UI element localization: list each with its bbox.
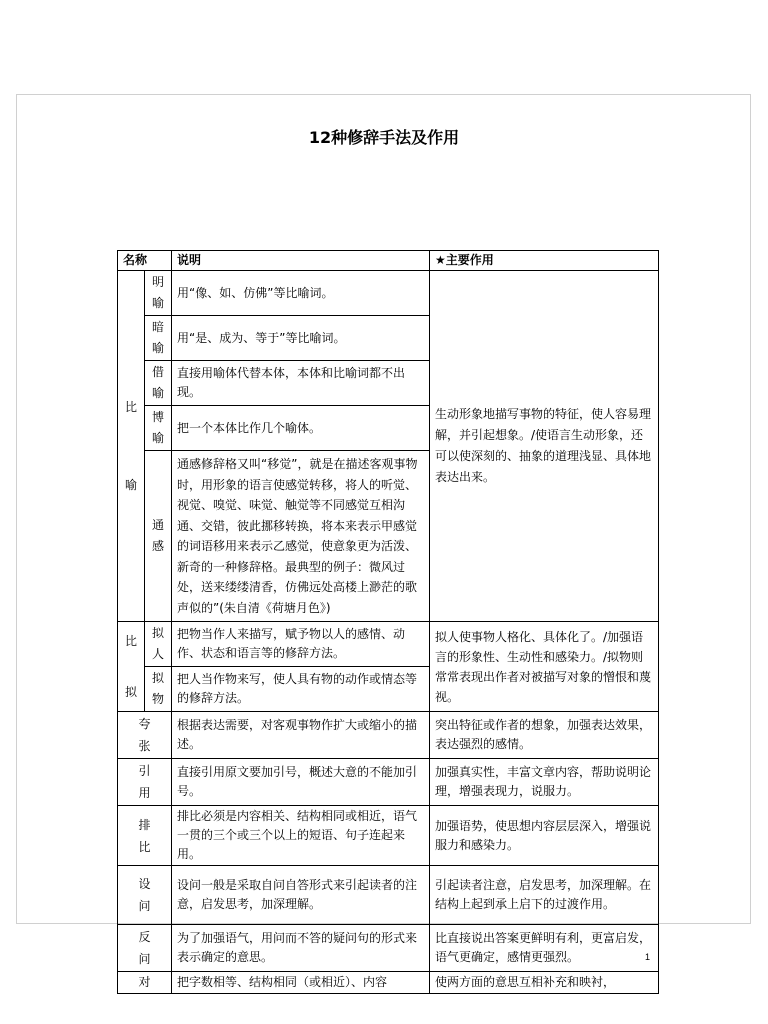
header-effect: ★主要作用 — [430, 251, 659, 271]
document-title: 12种修辞手法及作用 — [308, 128, 460, 147]
desc-cell: 把一个本体比作几个喻体。 — [172, 406, 430, 451]
subtype-cell — [145, 622, 172, 667]
effect-cell: 使两方面的意思互相补充和映衬， — [430, 972, 659, 994]
name-cell — [118, 925, 172, 972]
desc-cell: 设问一般是采取自问自答形式来引起读者的注意，启发思考，加深理解。 — [172, 866, 430, 925]
effect-cell: 突出特征或作者的想象，加强表达效果，表达强烈的感情。 — [430, 712, 659, 759]
subtype-cell — [145, 667, 172, 712]
name-cell — [118, 806, 172, 866]
subtype-label: 明喻 — [151, 275, 164, 310]
name-label: 排比 — [138, 817, 151, 854]
name-cell — [118, 712, 172, 759]
effect-cell: 加强真实性，丰富文章内容，帮助说明论理，增强表现力，说服力。 — [430, 759, 659, 806]
desc-cell: 排比必须是内容相关、结构相同或相近，语气一贯的三个或三个以上的短语、句子连起来用。 — [172, 806, 430, 866]
category-bini — [118, 622, 145, 712]
desc-cell: 把物当作人来描写，赋予物以人的感情、动作、状态和语言等的修辞方法。 — [172, 622, 430, 667]
desc-cell: 用“像、如、仿佛”等比喻词。 — [172, 271, 430, 316]
effect-cell: 生动形象地描写事物的特征，使人容易理解，并引起想象。/使语言生动形象，还可以使深刻的、抽象的道理浅显、具体地表达出来。 — [430, 271, 659, 622]
subtype-label: 暗喻 — [151, 320, 164, 355]
effect-cell: 比直接说出答案更鲜明有利，更富启发，语气更确定，感情更强烈。 — [430, 925, 659, 972]
category-biyu — [118, 271, 145, 622]
desc-cell: 直接用喻体代替本体，本体和比喻词都不出现。 — [172, 361, 430, 406]
desc-cell: 根据表达需要，对客观事物作扩大或缩小的描述。 — [172, 712, 430, 759]
table-row — [118, 271, 659, 316]
subtype-cell — [145, 406, 172, 451]
table-row — [118, 866, 659, 925]
name-cell — [118, 866, 172, 925]
desc-cell: 为了加强语气，用问而不答的疑问句的形式来表示确定的意思。 — [172, 925, 430, 972]
desc-cell: 把字数相等、结构相同（或相近）、内容 — [172, 972, 430, 994]
table-row — [118, 925, 659, 972]
desc-cell: 通感修辞格又叫“移觉”，就是在描述客观事物时，用形象的语言使感觉转移，将人的听觉、视觉、嗅觉、味觉、触觉等不同感觉互相沟通、交错，彼此挪移转换，将本来表示甲感觉的词语移用来表示乙感觉，使意象更为活泼、新奇的一种修辞格。最典型的例子：微风过处，送来缕缕清香，仿佛远处高楼上渺茫的歌声似的”(朱自清《荷塘月色》) — [172, 451, 430, 622]
name-label: 引用 — [138, 764, 151, 800]
desc-cell: 直接引用原文要加引号，概述大意的不能加引号。 — [172, 759, 430, 806]
effect-cell: 加强语势，使思想内容层层深入，增强说服力和感染力。 — [430, 806, 659, 866]
table-row — [118, 622, 659, 667]
category-label: 拟 — [124, 684, 137, 699]
subtype-label: 博喻 — [151, 410, 164, 445]
header-row — [118, 251, 659, 271]
name-label: 设问 — [138, 877, 151, 913]
desc-cell: 把人当作物来写，使人具有物的动作或情态等的修辞方法。 — [172, 667, 430, 712]
name-cell — [118, 759, 172, 806]
table-row — [118, 806, 659, 866]
subtype-label: 借喻 — [151, 365, 164, 400]
name-label: 反问 — [138, 930, 151, 966]
subtype-cell — [145, 361, 172, 406]
category-label: 比 — [124, 633, 137, 648]
header-desc: 说明 — [172, 251, 430, 271]
name-label: 夸张 — [138, 717, 151, 753]
rhetoric-table — [117, 250, 659, 994]
subtype-cell — [145, 316, 172, 361]
name-cell: 对 — [118, 972, 172, 994]
subtype-label: 拟物 — [151, 671, 164, 706]
subtype-label: 拟人 — [151, 626, 164, 661]
category-label: 喻 — [124, 478, 137, 492]
subtype-cell — [145, 271, 172, 316]
table-row — [118, 712, 659, 759]
subtype-cell — [145, 451, 172, 622]
category-label: 比 — [124, 400, 137, 414]
subtype-label: 通感 — [151, 518, 164, 553]
effect-cell: 拟人使事物人格化、具体化了。/加强语言的形象性、生动性和感染力。/拟物则常常表现出作者对被描写对象的憎恨和蔑视。 — [430, 622, 659, 712]
header-name: 名称 — [118, 251, 172, 271]
page-number: 1 — [644, 952, 650, 962]
table-row — [118, 972, 659, 994]
table-row — [118, 759, 659, 806]
desc-cell: 用“是、成为、等于”等比喻词。 — [172, 316, 430, 361]
effect-cell: 引起读者注意，启发思考，加深理解。在结构上起到承上启下的过渡作用。 — [430, 866, 659, 925]
